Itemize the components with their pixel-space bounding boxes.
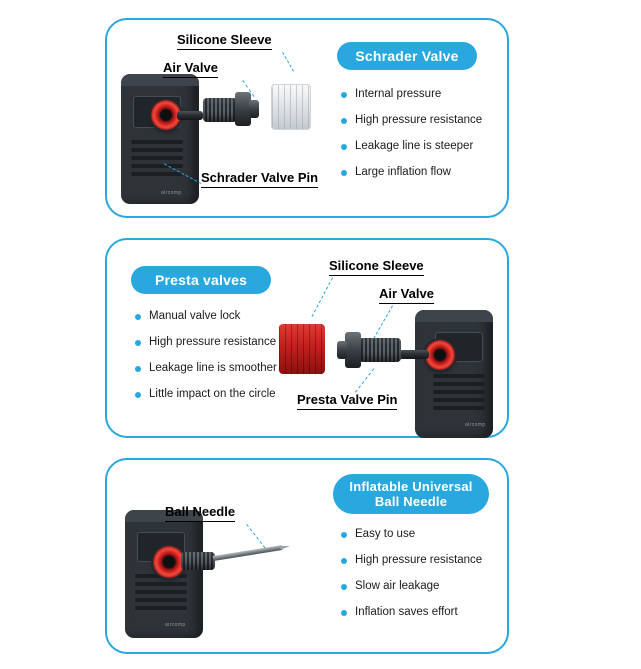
bullet-text: Slow air leakage xyxy=(355,580,440,592)
pump-top-face xyxy=(415,310,493,322)
bullet-text: Leakage line is steeper xyxy=(355,140,474,152)
bullet-text: High pressure resistance xyxy=(149,336,277,348)
pump-vent xyxy=(135,582,187,586)
leader-line-ball-needle xyxy=(246,524,265,548)
list-item xyxy=(339,528,509,540)
pump-vent xyxy=(433,374,485,378)
sleeve-texture xyxy=(279,324,325,374)
pump-vent xyxy=(131,164,183,168)
pump-vent xyxy=(135,598,187,602)
silicone-sleeve-red xyxy=(279,324,325,374)
pump-brand-label: aircomp xyxy=(161,190,182,196)
callout-silicone-sleeve: Silicone Sleeve xyxy=(177,32,272,50)
air-valve-nut xyxy=(345,332,361,368)
badge-schrader-valve: Schrader Valve xyxy=(337,42,477,70)
callout-air-valve: Air Valve xyxy=(379,286,434,304)
pump-vent xyxy=(433,398,485,402)
pump-vent xyxy=(433,390,485,394)
bullet-dot-icon xyxy=(341,144,347,150)
bullet-text: Little impact on the circle xyxy=(149,388,276,400)
pump-vent xyxy=(135,606,187,610)
needle-base-knurled xyxy=(181,552,215,570)
callout-air-valve: Air Valve xyxy=(163,60,218,78)
ball-needle-tip xyxy=(280,544,291,550)
bullet-dot-icon xyxy=(341,610,347,616)
pump-vent xyxy=(131,140,183,144)
bullet-dot-icon xyxy=(135,392,141,398)
air-valve-knurled-body xyxy=(359,338,401,362)
bullet-dot-icon xyxy=(341,92,347,98)
pump-vent xyxy=(135,590,187,594)
bullet-text: Inflation saves effort xyxy=(355,606,458,618)
sleeve-texture xyxy=(272,85,310,129)
bullet-dot-icon xyxy=(135,314,141,320)
list-item xyxy=(339,114,509,126)
bullet-text: Easy to use xyxy=(355,528,416,540)
list-item xyxy=(339,580,509,592)
pump-body-presta xyxy=(415,310,493,438)
badge-presta-valves: Presta valves xyxy=(131,266,271,294)
pump-vent xyxy=(131,172,183,176)
bullet-text: Leakage line is smoother xyxy=(149,362,277,374)
list-item xyxy=(339,140,509,152)
callout-silicone-sleeve: Silicone Sleeve xyxy=(329,258,424,276)
bullet-text: Large inflation flow xyxy=(355,166,451,178)
badge-line-2: Ball Needle xyxy=(374,493,448,509)
badge-inflatable-universal-ball-needle xyxy=(333,474,489,514)
callout-schrader-valve-pin: Schrader Valve Pin xyxy=(201,170,318,188)
bullet-dot-icon xyxy=(341,558,347,564)
list-item xyxy=(339,166,509,178)
pump-brand-label: aircomp xyxy=(465,422,486,428)
panel-schrader-valve xyxy=(105,18,509,218)
bullet-list-ball xyxy=(339,528,509,618)
valve-port-presta xyxy=(425,340,455,370)
list-item xyxy=(133,388,313,400)
bullet-text: Manual valve lock xyxy=(149,310,241,322)
panel-presta-valves xyxy=(105,238,509,438)
hose-stem xyxy=(399,350,429,359)
bullet-text: High pressure resistance xyxy=(355,114,483,126)
bullet-dot-icon xyxy=(341,532,347,538)
pump-brand-label: aircomp xyxy=(165,622,186,628)
pump-vent xyxy=(131,148,183,152)
ball-needle-shaft xyxy=(213,545,283,561)
bullet-dot-icon xyxy=(135,340,141,346)
callout-ball-needle: Ball Needle xyxy=(165,504,235,522)
air-valve-knurled-body xyxy=(203,98,237,122)
callout-presta-valve-pin: Presta Valve Pin xyxy=(297,392,397,410)
bullet-list-schrader xyxy=(339,88,509,178)
air-valve-tip xyxy=(249,100,259,118)
list-item xyxy=(339,606,509,618)
silicone-sleeve-white xyxy=(271,84,311,130)
air-valve-tip xyxy=(337,341,347,359)
pump-vent xyxy=(131,156,183,160)
panel-ball-needle xyxy=(105,458,509,654)
pump-body-schrader xyxy=(121,74,199,204)
bullet-dot-icon xyxy=(341,584,347,590)
pump-vent xyxy=(433,382,485,386)
leader-line-air-valve xyxy=(373,306,393,339)
badge-line-1: Inflatable Universal xyxy=(349,479,473,494)
bullet-text: High pressure resistance xyxy=(355,554,483,566)
list-item xyxy=(339,88,509,100)
bullet-dot-icon xyxy=(135,366,141,372)
list-item xyxy=(339,554,509,566)
list-item xyxy=(133,310,313,322)
leader-line-silicone-sleeve xyxy=(282,52,294,72)
bullet-text: Internal pressure xyxy=(355,88,442,100)
bullet-dot-icon xyxy=(341,170,347,176)
bullet-dot-icon xyxy=(341,118,347,124)
leader-line-silicone-sleeve xyxy=(311,278,333,317)
hose-stem xyxy=(177,111,203,120)
leader-line-presta-valve-pin xyxy=(355,368,374,392)
pump-vent xyxy=(433,406,485,410)
